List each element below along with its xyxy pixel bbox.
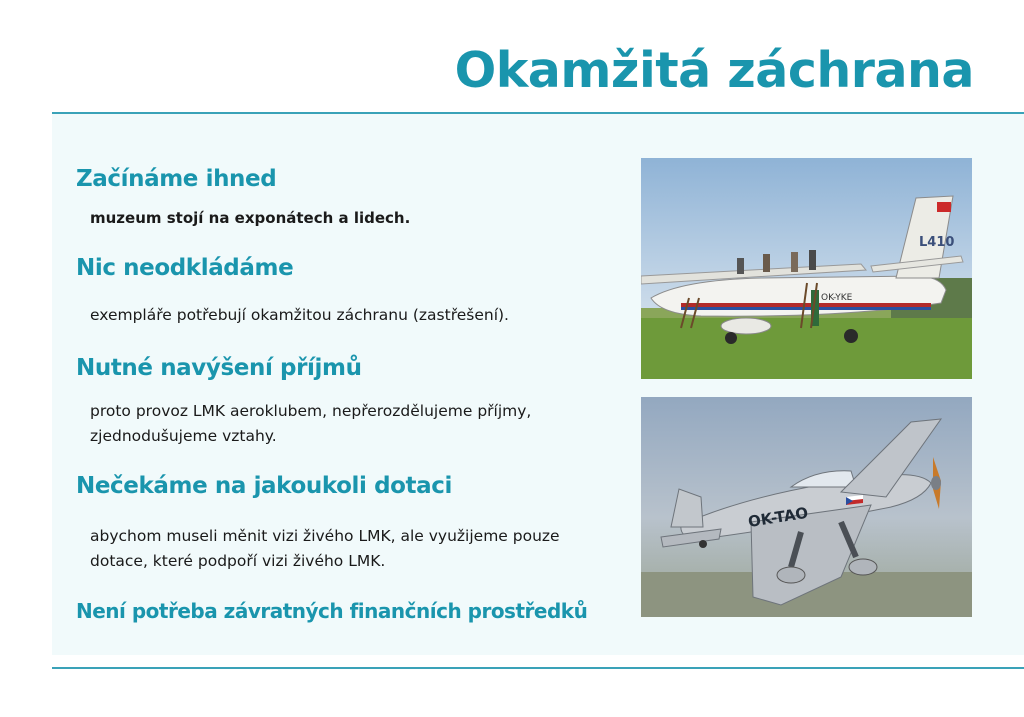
section-body-3-line-2: zjednodušujeme vztahy. [90,427,277,445]
aircraft-marking-1: OK-YKE [821,293,853,303]
section-heading-5: Není potřeba závratných finančních prostředků [76,599,588,623]
section-body-4-line-1: abychom museli měnit vizi živého LMK, ale využijeme pouze [90,527,560,545]
section-body-3 [90,399,620,449]
page-title: Okamžitá záchrana [454,42,974,99]
section-heading-1: Začínáme ihned [76,166,277,192]
tail-marking: L410 [919,235,955,250]
section-heading-4: Nečekáme na jakoukoli dotaci [76,473,452,499]
photo-l410-restoration [641,158,972,379]
section-body-1: muzeum stojí na exponátech a lidech. [90,209,411,227]
aircraft-marking-2: OK-TAO [746,503,810,531]
section-body-4 [90,524,620,574]
section-heading-3: Nutné navýšení příjmů [76,355,362,381]
section-body-3-line-1: proto provoz LMK aeroklubem, nepřerozdělujeme příjmy, [90,402,532,420]
section-body-4-line-2: dotace, které podpoří vizi živého LMK. [90,552,386,570]
photo-ok-tao-flight [641,397,972,617]
bottom-divider [52,667,1024,669]
section-heading-2: Nic neodkládáme [76,255,294,281]
section-body-2: exempláře potřebují okamžitou záchranu (zastřešení). [90,306,509,324]
